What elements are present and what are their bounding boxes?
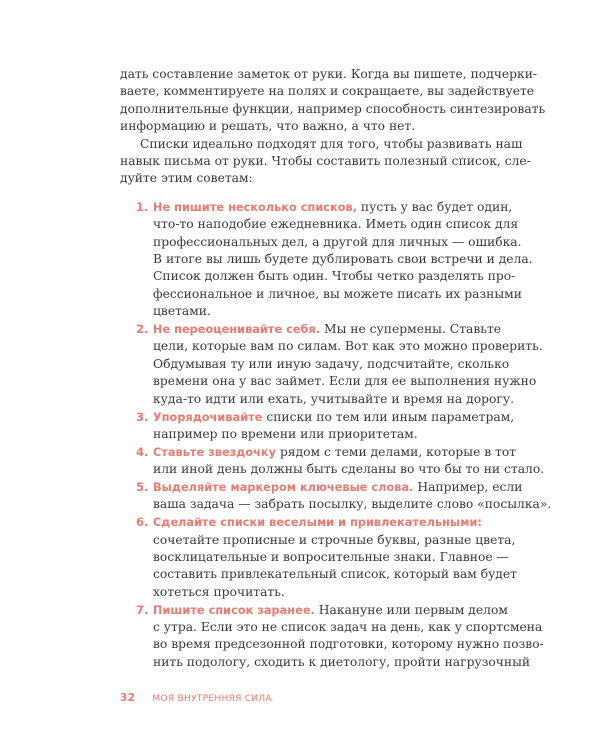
item-number: 6. — [136, 515, 149, 530]
text-line: дополнительные функции, например способность синтезировать — [120, 101, 546, 116]
tips-list — [120, 199, 552, 671]
list-item — [120, 321, 543, 408]
item-heading: Ставьте звездочку — [153, 445, 277, 459]
text-line: восклицательные и вопросительные знаки. Главное — — [153, 549, 509, 564]
text-line: сочетайте прописные и строчные буквы, разные цвета, — [153, 532, 516, 547]
item-text: Накануне или первым делом — [314, 602, 508, 617]
list-item — [120, 199, 533, 321]
item-heading: Сделайте списки веселыми и привлекательными: — [153, 516, 482, 530]
text-line: ваша задача — забрать посылку, выделите слово «посылка». — [153, 497, 552, 512]
item-heading: Выделяйте маркером ключевые слова. — [153, 480, 414, 494]
item-heading: Упорядочивайте — [153, 410, 263, 424]
item-heading: Не пишите несколько списков, — [153, 200, 358, 214]
item-text: рядом с теми делами, которые в тот — [276, 444, 517, 459]
text-line: или иной день должны быть сделаны во что бы то ни стало. — [153, 462, 545, 477]
text-line: В итоге вы лишь будете дублировать свои встречи и дела. — [153, 252, 533, 267]
text-line: времени она у вас займет. Если для ее выполнения нужно — [153, 374, 537, 389]
item-text: Мы не супермены. Ставьте — [320, 322, 502, 337]
text-line: ваете, комментируете на полях и сокращаете, вы задействуете — [120, 84, 535, 99]
page-number: 32 — [120, 692, 136, 704]
text-line — [153, 199, 513, 216]
text-line — [153, 444, 517, 461]
text-line: цветами. — [153, 304, 211, 319]
text-line — [153, 514, 481, 531]
body-text — [120, 66, 546, 188]
text-line: Обдумывая ту или иную задачу, подсчитайте, сколько — [153, 356, 510, 371]
item-number: 1. — [136, 199, 149, 214]
item-number: 2. — [136, 322, 149, 337]
list-item — [120, 602, 544, 672]
item-text: Например, если — [413, 479, 523, 494]
item-text: пусть у вас будет один, — [357, 199, 513, 214]
text-line — [153, 479, 523, 496]
list-item — [120, 514, 517, 601]
item-heading: Пишите список заранее. — [153, 603, 315, 617]
page-footer — [120, 692, 272, 704]
text-line: навык письма от руки. Чтобы составить полезный список, сле- — [120, 154, 531, 169]
paragraph — [120, 136, 531, 188]
text-line: с утра. Если это не список задач на день, как у спортсмена — [153, 619, 543, 634]
text-line: куда-то идти или ехать, учитывайте и время на дорогу. — [153, 391, 515, 406]
text-line: что-то наподобие ежедневника. Иметь один список для — [153, 217, 519, 232]
list-item — [120, 479, 552, 514]
text-line: например по времени или приоритетам. — [153, 426, 418, 441]
text-line: составить привлекательный список, который вам будет — [153, 567, 517, 582]
text-line: хотеться прочитать. — [153, 584, 285, 599]
text-line: нить подологу, сходить к диетологу, пройти нагрузочный — [153, 654, 531, 669]
item-heading: Не переоценивайте себя. — [153, 323, 321, 337]
text-line: во время предсезонной подготовки, которому нужно позво- — [153, 637, 544, 652]
page-body — [120, 66, 552, 672]
list-item — [120, 444, 545, 479]
text-line — [153, 602, 508, 619]
text-line: фессиональное и личное, вы можете писать их разными — [153, 286, 522, 301]
text-line — [153, 409, 515, 426]
text-line: дуйте этим советам: — [120, 171, 253, 186]
item-text: списки по тем или иным параметрам, — [262, 409, 515, 424]
item-number: 4. — [136, 444, 149, 459]
paragraph — [120, 66, 546, 136]
text-line: Списки идеально подходят для того, чтобы развивать наш — [140, 136, 523, 151]
running-title: МОЯ ВНУТРЕННЯЯ СИЛА — [152, 694, 272, 704]
text-line: информацию и решать, что важно, а что нет. — [120, 119, 416, 134]
text-line: Список должен быть один. Чтобы четко разделять про- — [153, 269, 516, 284]
text-line: цели, которые вам по силам. Вот как это можно проверить. — [153, 339, 543, 354]
list-item — [120, 409, 515, 444]
text-line — [153, 321, 502, 338]
item-number: 7. — [136, 602, 149, 617]
item-number: 3. — [136, 409, 149, 424]
text-line: дать составление заметок от руки. Когда вы пишете, подчерки- — [120, 67, 538, 81]
item-number: 5. — [136, 479, 149, 494]
text-line: профессиональных дел, а другой для личных — ошибка. — [153, 234, 522, 249]
